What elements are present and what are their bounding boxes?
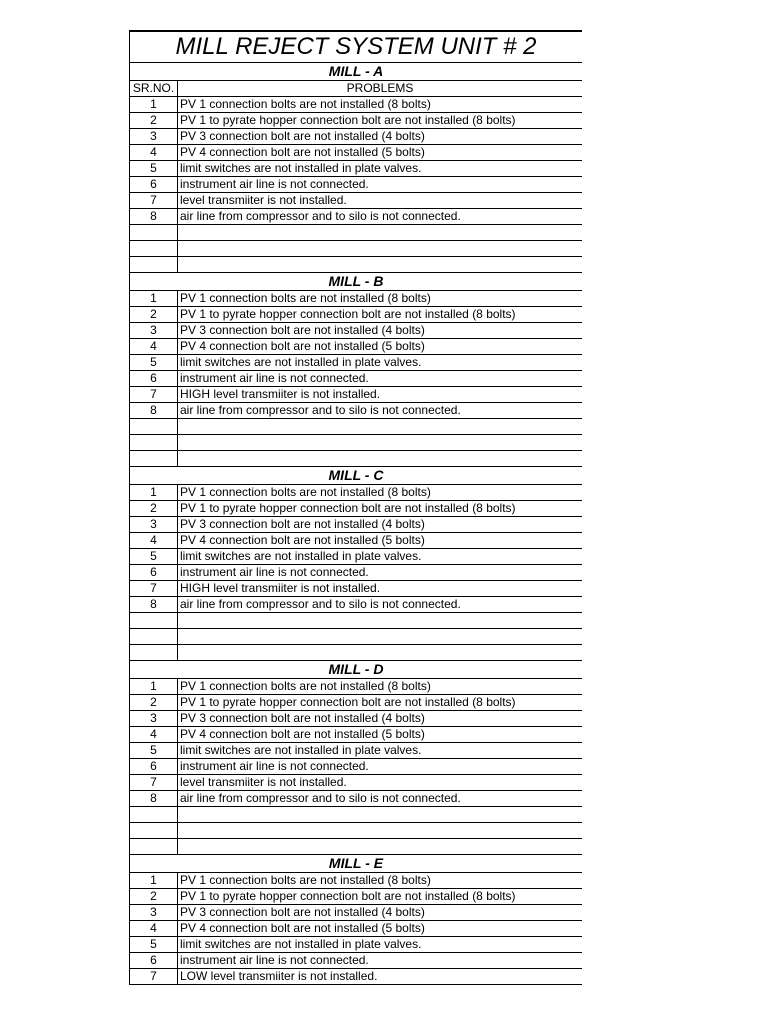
sr-no-cell: 6 — [129, 177, 178, 192]
sr-no-cell: 7 — [129, 387, 178, 402]
problem-cell — [178, 645, 582, 660]
problem-cell: limit switches are not installed in plate valves. — [180, 355, 422, 369]
table-row — [129, 323, 582, 339]
sr-no-cell: 5 — [129, 161, 178, 176]
problem-cell: PV 1 to pyrate hopper connection bolt are not installed (8 bolts) — [180, 889, 516, 903]
sheet-title: MILL REJECT SYSTEM UNIT # 2 — [129, 30, 582, 63]
problem-cell: instrument air line is not connected. — [180, 759, 369, 773]
sr-no-header: SR.NO. — [129, 81, 178, 96]
problem-cell: instrument air line is not connected. — [180, 177, 369, 191]
problem-cell: limit switches are not installed in plate valves. — [180, 549, 422, 563]
sr-no-cell: 2 — [129, 501, 178, 516]
sr-no-cell — [129, 257, 178, 272]
mill-reject-sheet — [129, 30, 582, 985]
problem-cell: PV 3 connection bolt are not installed (4 bolts) — [180, 129, 425, 143]
sr-no-cell: 3 — [129, 129, 178, 144]
table-row — [129, 291, 582, 307]
sr-no-cell — [129, 839, 178, 854]
sr-no-cell: 8 — [129, 597, 178, 612]
empty-table-row — [129, 257, 582, 273]
problem-cell: PV 1 to pyrate hopper connection bolt are not installed (8 bolts) — [180, 501, 516, 515]
sr-no-cell: 8 — [129, 209, 178, 224]
sr-no-cell: 6 — [129, 953, 178, 968]
problem-cell: air line from compressor and to silo is not connected. — [180, 791, 461, 805]
sr-no-cell — [129, 807, 178, 822]
empty-table-row — [129, 451, 582, 467]
problem-cell: PV 1 to pyrate hopper connection bolt are not installed (8 bolts) — [180, 113, 516, 127]
sr-no-cell: 1 — [129, 485, 178, 500]
problem-cell: PV 1 connection bolts are not installed (8 bolts) — [180, 291, 431, 305]
sr-no-cell — [129, 823, 178, 838]
table-row — [129, 679, 582, 695]
table-row — [129, 759, 582, 775]
table-row — [129, 969, 582, 985]
table-row — [129, 743, 582, 759]
problem-cell: air line from compressor and to silo is not connected. — [180, 403, 461, 417]
table-row — [129, 145, 582, 161]
empty-table-row — [129, 823, 582, 839]
sr-no-cell: 5 — [129, 549, 178, 564]
empty-table-row — [129, 807, 582, 823]
table-row — [129, 209, 582, 225]
table-row — [129, 533, 582, 549]
problem-cell — [178, 629, 582, 644]
sr-no-cell: 2 — [129, 113, 178, 128]
sr-no-cell: 2 — [129, 695, 178, 710]
sr-no-cell: 4 — [129, 145, 178, 160]
table-row — [129, 953, 582, 969]
table-row — [129, 517, 582, 533]
table-row — [129, 387, 582, 403]
table-row — [129, 113, 582, 129]
problem-cell — [178, 839, 582, 854]
problem-cell — [178, 807, 582, 822]
sr-no-cell — [129, 225, 178, 240]
sr-no-cell: 6 — [129, 371, 178, 386]
sr-no-cell: 1 — [129, 97, 178, 112]
table-row — [129, 371, 582, 387]
empty-table-row — [129, 225, 582, 241]
table-row — [129, 889, 582, 905]
problem-cell — [178, 823, 582, 838]
problem-cell — [178, 257, 582, 272]
problem-cell: PV 1 connection bolts are not installed (8 bolts) — [180, 485, 431, 499]
table-row — [129, 177, 582, 193]
problem-cell: PV 1 connection bolts are not installed (8 bolts) — [180, 873, 431, 887]
problem-cell: PV 4 connection bolt are not installed (5 bolts) — [180, 145, 425, 159]
problem-cell: PV 1 to pyrate hopper connection bolt are not installed (8 bolts) — [180, 307, 516, 321]
table-row — [129, 193, 582, 209]
table-row — [129, 565, 582, 581]
problem-cell — [178, 225, 582, 240]
table-header-row — [129, 81, 582, 97]
sr-no-cell: 3 — [129, 905, 178, 920]
problem-cell: instrument air line is not connected. — [180, 371, 369, 385]
sr-no-cell: 5 — [129, 743, 178, 758]
empty-table-row — [129, 613, 582, 629]
sr-no-cell: 6 — [129, 565, 178, 580]
problem-cell — [178, 241, 582, 256]
table-row — [129, 485, 582, 501]
table-row — [129, 597, 582, 613]
table-row — [129, 905, 582, 921]
mill-section-title: MILL - C — [129, 467, 582, 485]
table-row — [129, 307, 582, 323]
sr-no-cell: 6 — [129, 759, 178, 774]
sr-no-cell — [129, 645, 178, 660]
sr-no-cell: 7 — [129, 775, 178, 790]
sr-no-cell — [129, 435, 178, 450]
problem-cell: limit switches are not installed in plate valves. — [180, 743, 422, 757]
problem-cell — [178, 435, 582, 450]
sr-no-cell: 1 — [129, 679, 178, 694]
empty-table-row — [129, 435, 582, 451]
table-row — [129, 129, 582, 145]
table-row — [129, 501, 582, 517]
table-row — [129, 581, 582, 597]
sr-no-cell: 3 — [129, 323, 178, 338]
problem-cell: PV 3 connection bolt are not installed (4 bolts) — [180, 711, 425, 725]
problem-cell — [178, 613, 582, 628]
table-row — [129, 403, 582, 419]
sr-no-cell: 1 — [129, 291, 178, 306]
empty-table-row — [129, 419, 582, 435]
problem-cell — [178, 451, 582, 466]
problem-cell: PV 1 connection bolts are not installed (8 bolts) — [180, 97, 431, 111]
mill-section-title: MILL - A — [129, 63, 582, 81]
sr-no-cell: 1 — [129, 873, 178, 888]
problem-cell: PV 4 connection bolt are not installed (5 bolts) — [180, 921, 425, 935]
sr-no-cell: 7 — [129, 193, 178, 208]
table-row — [129, 727, 582, 743]
empty-table-row — [129, 645, 582, 661]
table-row — [129, 791, 582, 807]
problem-cell — [178, 419, 582, 434]
sr-no-cell: 7 — [129, 969, 178, 984]
problem-cell: LOW level transmiiter is not installed. — [180, 969, 378, 983]
empty-table-row — [129, 629, 582, 645]
sr-no-cell: 2 — [129, 889, 178, 904]
sr-no-cell: 4 — [129, 727, 178, 742]
sr-no-cell — [129, 613, 178, 628]
mills-container — [129, 63, 582, 985]
empty-table-row — [129, 839, 582, 855]
sr-no-cell: 4 — [129, 533, 178, 548]
problem-cell: level transmiiter is not installed. — [180, 775, 347, 789]
sr-no-cell: 4 — [129, 921, 178, 936]
problem-cell: limit switches are not installed in plate valves. — [180, 937, 422, 951]
problem-cell: PV 4 connection bolt are not installed (5 bolts) — [180, 339, 425, 353]
table-row — [129, 775, 582, 791]
sr-no-cell: 8 — [129, 403, 178, 418]
problem-cell: limit switches are not installed in plate valves. — [180, 161, 422, 175]
sr-no-cell: 4 — [129, 339, 178, 354]
table-row — [129, 339, 582, 355]
sr-no-cell: 5 — [129, 937, 178, 952]
problem-cell: PV 3 connection bolt are not installed (4 bolts) — [180, 905, 425, 919]
sr-no-cell: 5 — [129, 355, 178, 370]
sr-no-cell: 3 — [129, 517, 178, 532]
problem-cell: PV 1 connection bolts are not installed (8 bolts) — [180, 679, 431, 693]
problem-cell: PV 4 connection bolt are not installed (5 bolts) — [180, 727, 425, 741]
table-row — [129, 355, 582, 371]
empty-table-row — [129, 241, 582, 257]
mill-section-title: MILL - B — [129, 273, 582, 291]
sr-no-cell — [129, 629, 178, 644]
sr-no-cell: 8 — [129, 791, 178, 806]
problems-header: PROBLEMS — [346, 81, 414, 95]
mill-section-title: MILL - E — [129, 855, 582, 873]
table-row — [129, 921, 582, 937]
table-row — [129, 161, 582, 177]
sr-no-cell — [129, 419, 178, 434]
sr-no-cell: 7 — [129, 581, 178, 596]
table-row — [129, 695, 582, 711]
problem-cell: air line from compressor and to silo is not connected. — [180, 209, 461, 223]
problem-cell: PV 1 to pyrate hopper connection bolt are not installed (8 bolts) — [180, 695, 516, 709]
table-row — [129, 97, 582, 113]
problem-cell: PV 3 connection bolt are not installed (4 bolts) — [180, 323, 425, 337]
sr-no-cell — [129, 241, 178, 256]
mill-section-title: MILL - D — [129, 661, 582, 679]
sr-no-cell: 3 — [129, 711, 178, 726]
problem-cell: PV 3 connection bolt are not installed (4 bolts) — [180, 517, 425, 531]
table-row — [129, 873, 582, 889]
table-row — [129, 937, 582, 953]
table-row — [129, 549, 582, 565]
sr-no-cell: 2 — [129, 307, 178, 322]
problem-cell: instrument air line is not connected. — [180, 953, 369, 967]
table-row — [129, 711, 582, 727]
problem-cell: HIGH level transmiiter is not installed. — [180, 387, 381, 401]
sr-no-cell — [129, 451, 178, 466]
problem-cell: level transmiiter is not installed. — [180, 193, 347, 207]
problem-cell: air line from compressor and to silo is not connected. — [180, 597, 461, 611]
problem-cell: PV 4 connection bolt are not installed (5 bolts) — [180, 533, 425, 547]
problem-cell: HIGH level transmiiter is not installed. — [180, 581, 381, 595]
problem-cell: instrument air line is not connected. — [180, 565, 369, 579]
